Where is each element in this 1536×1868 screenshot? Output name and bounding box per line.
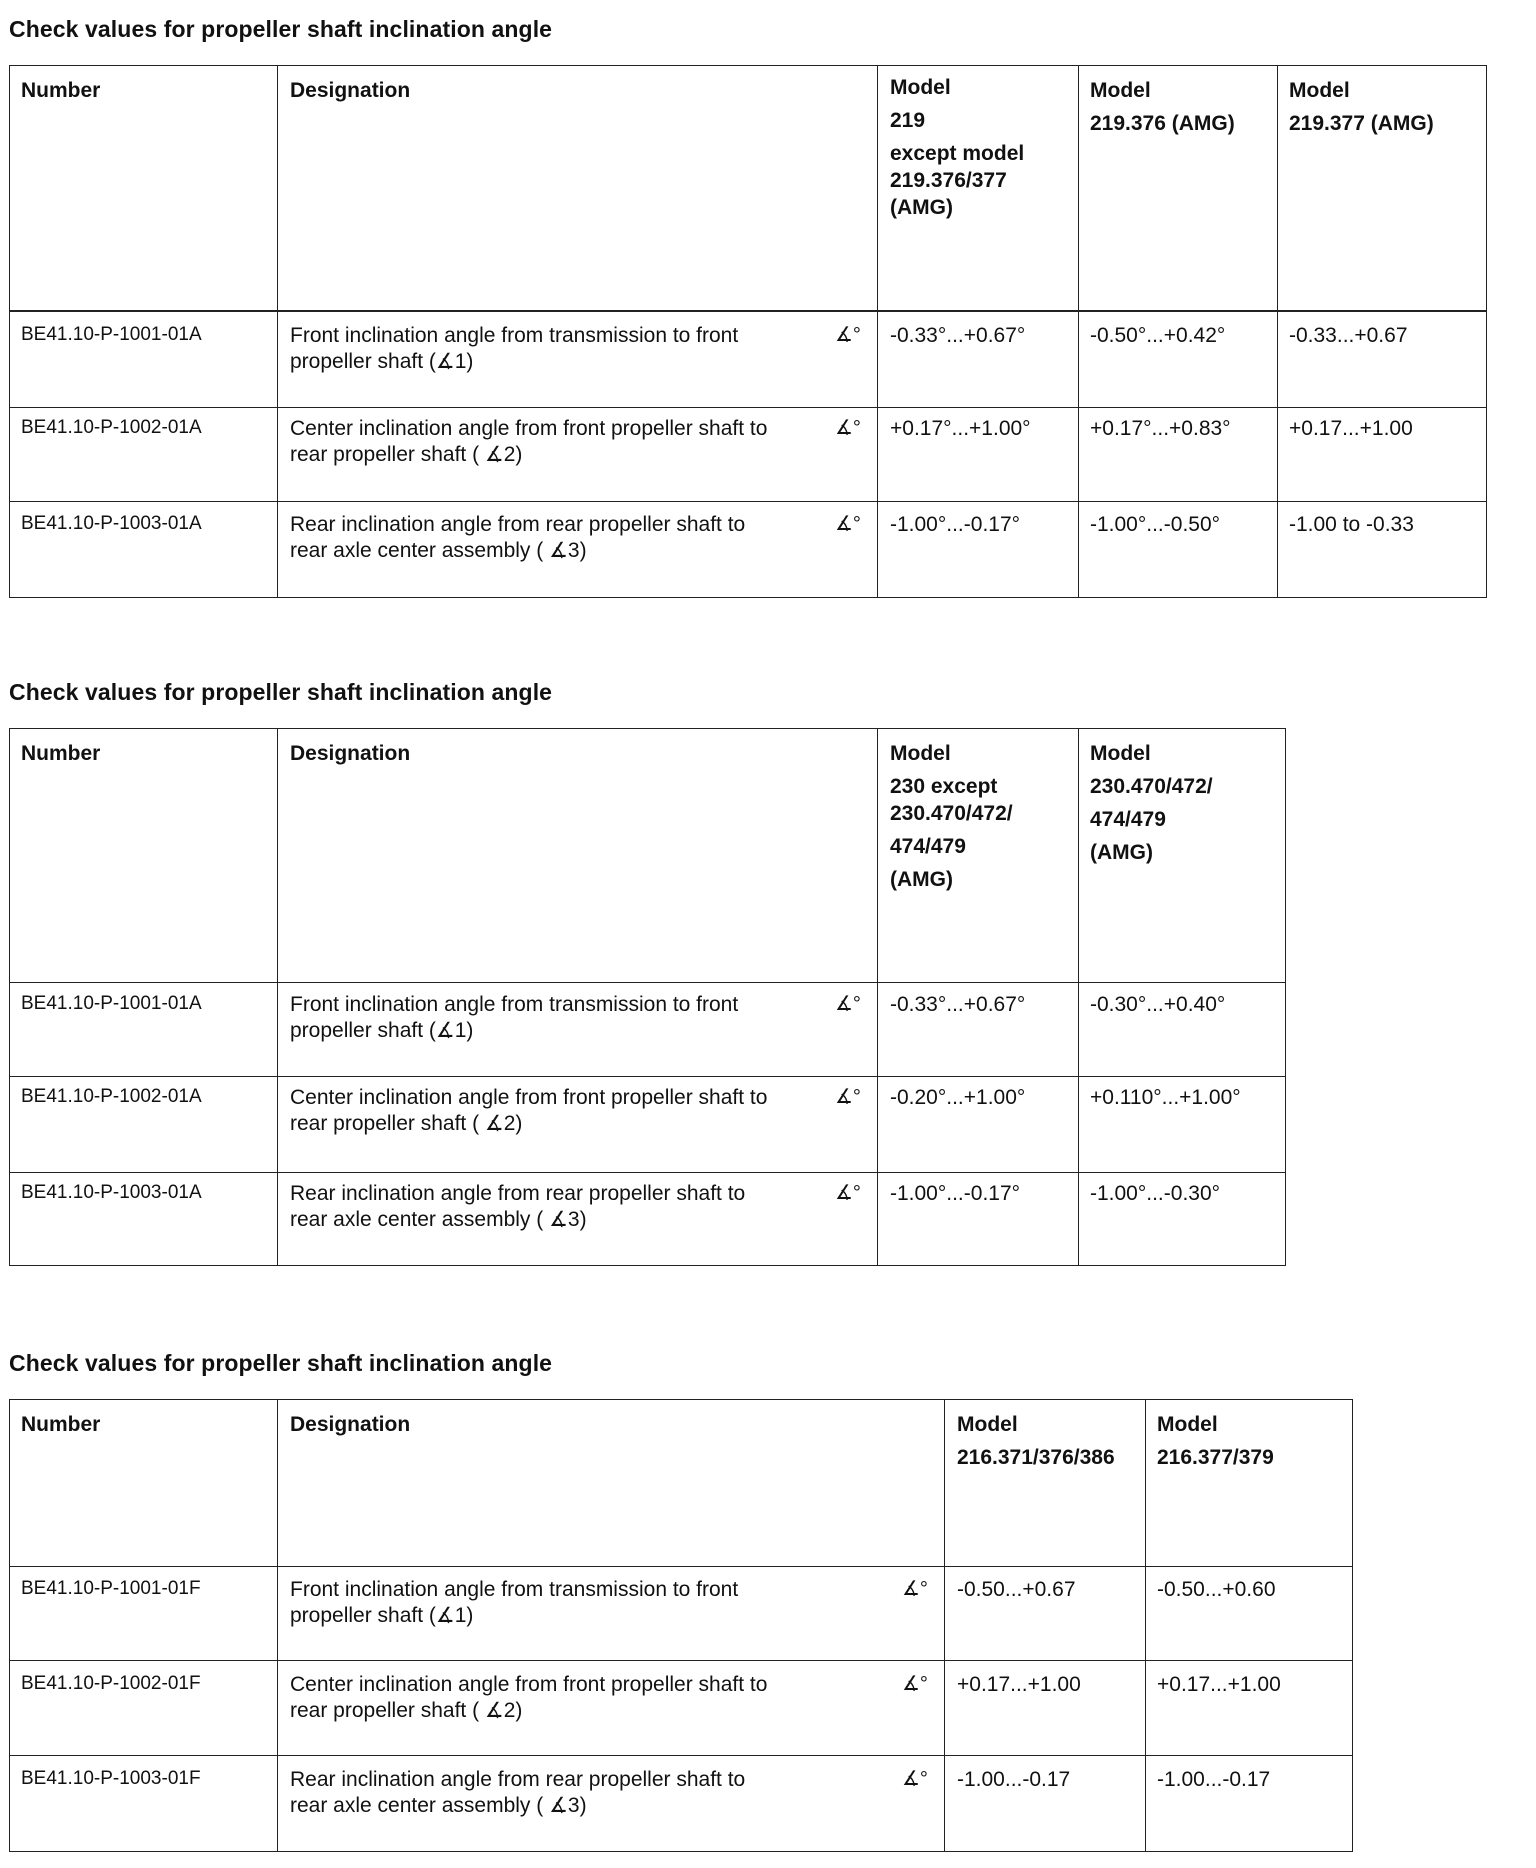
- row-designation: Front inclination angle from transmission to front propeller shaft (∡1): [290, 324, 739, 373]
- row-designation: Center inclination angle from front propeller shaft to rear propeller shaft ( ∡2): [290, 1086, 768, 1135]
- check-value: -1.00°...-0.17°: [890, 513, 1021, 536]
- check-value: +0.17...+1.00: [957, 1673, 1081, 1696]
- column-header-designation: Designation: [290, 1413, 411, 1436]
- check-value: -1.00°...-0.30°: [1090, 1182, 1221, 1205]
- angle-icon: ∡°: [835, 1086, 861, 1108]
- column-header-model: Model 216.377/379: [1157, 1413, 1274, 1469]
- angle-icon: ∡°: [835, 513, 861, 535]
- row-number: BE41.10-P-1003-01F: [21, 1768, 201, 1789]
- column-header-number: Number: [21, 742, 101, 765]
- row-number: BE41.10-P-1001-01A: [21, 993, 202, 1014]
- check-value: -0.30°...+0.40°: [1090, 993, 1226, 1016]
- row-number: BE41.10-P-1001-01F: [21, 1578, 201, 1599]
- check-value: -1.00...-0.17: [1157, 1768, 1271, 1791]
- row-designation: Rear inclination angle from rear propeller shaft to rear axle center assembly ( ∡3): [290, 1182, 746, 1231]
- check-value: -1.00°...-0.17°: [890, 1182, 1021, 1205]
- check-value: -1.00°...-0.50°: [1090, 513, 1221, 536]
- inclination-table-219: [9, 65, 1487, 598]
- table-title: Check values for propeller shaft inclination angle: [9, 1350, 553, 1376]
- angle-icon: ∡°: [902, 1578, 928, 1600]
- check-value: +0.17...+1.00: [1289, 417, 1413, 440]
- column-header-model: Model 230 except 230.470/472/ 474/479 (AMG): [890, 742, 1013, 891]
- row-number: BE41.10-P-1002-01A: [21, 1086, 202, 1107]
- row-number: BE41.10-P-1003-01A: [21, 1182, 202, 1203]
- column-header-number: Number: [21, 1413, 101, 1436]
- row-designation: Front inclination angle from transmission to front propeller shaft (∡1): [290, 1578, 739, 1627]
- check-value: -1.00...-0.17: [957, 1768, 1071, 1791]
- angle-icon: ∡°: [835, 324, 861, 346]
- column-header-number: Number: [21, 79, 101, 102]
- check-value: -1.00 to -0.33: [1289, 513, 1414, 536]
- row-designation: Front inclination angle from transmission to front propeller shaft (∡1): [290, 993, 739, 1042]
- column-header-designation: Designation: [290, 742, 411, 765]
- table-title: Check values for propeller shaft inclination angle: [9, 16, 553, 42]
- check-value: -0.33...+0.67: [1289, 324, 1408, 347]
- check-value: +0.17°...+0.83°: [1090, 417, 1231, 440]
- row-designation: Center inclination angle from front propeller shaft to rear propeller shaft ( ∡2): [290, 1673, 768, 1722]
- angle-icon: ∡°: [902, 1673, 928, 1695]
- row-number: BE41.10-P-1003-01A: [21, 513, 202, 534]
- check-value: -0.33°...+0.67°: [890, 993, 1026, 1016]
- check-value: -0.50°...+0.42°: [1090, 324, 1226, 347]
- angle-icon: ∡°: [835, 993, 861, 1015]
- check-value: -0.33°...+0.67°: [890, 324, 1026, 347]
- angle-icon: ∡°: [835, 1182, 861, 1204]
- row-number: BE41.10-P-1001-01A: [21, 324, 202, 345]
- row-number: BE41.10-P-1002-01A: [21, 417, 202, 438]
- check-value: +0.110°...+1.00°: [1090, 1086, 1241, 1109]
- check-value: +0.17...+1.00: [1157, 1673, 1281, 1696]
- check-value: -0.50...+0.67: [957, 1578, 1076, 1601]
- column-header-model: Model 219.377 (AMG): [1289, 79, 1434, 135]
- inclination-table-216: [9, 1399, 1353, 1852]
- check-value: -0.50...+0.60: [1157, 1578, 1276, 1601]
- angle-icon: ∡°: [902, 1768, 928, 1790]
- column-header-model: Model 219.376 (AMG): [1090, 79, 1235, 135]
- row-number: BE41.10-P-1002-01F: [21, 1673, 201, 1694]
- row-designation: Rear inclination angle from rear propeller shaft to rear axle center assembly ( ∡3): [290, 513, 746, 562]
- check-value: -0.20°...+1.00°: [890, 1086, 1026, 1109]
- inclination-table-230: [9, 728, 1286, 1266]
- angle-icon: ∡°: [835, 417, 861, 439]
- column-header-model: Model 230.470/472/ 474/479 (AMG): [1090, 742, 1213, 864]
- column-header-designation: Designation: [290, 79, 411, 102]
- column-header-model: Model 219 except model 219.376/377 (AMG): [890, 76, 1025, 219]
- table-title: Check values for propeller shaft inclination angle: [9, 679, 553, 705]
- check-value: +0.17°...+1.00°: [890, 417, 1031, 440]
- column-header-model: Model 216.371/376/386: [957, 1413, 1115, 1469]
- row-designation: Center inclination angle from front propeller shaft to rear propeller shaft ( ∡2): [290, 417, 768, 466]
- row-designation: Rear inclination angle from rear propeller shaft to rear axle center assembly ( ∡3): [290, 1768, 746, 1817]
